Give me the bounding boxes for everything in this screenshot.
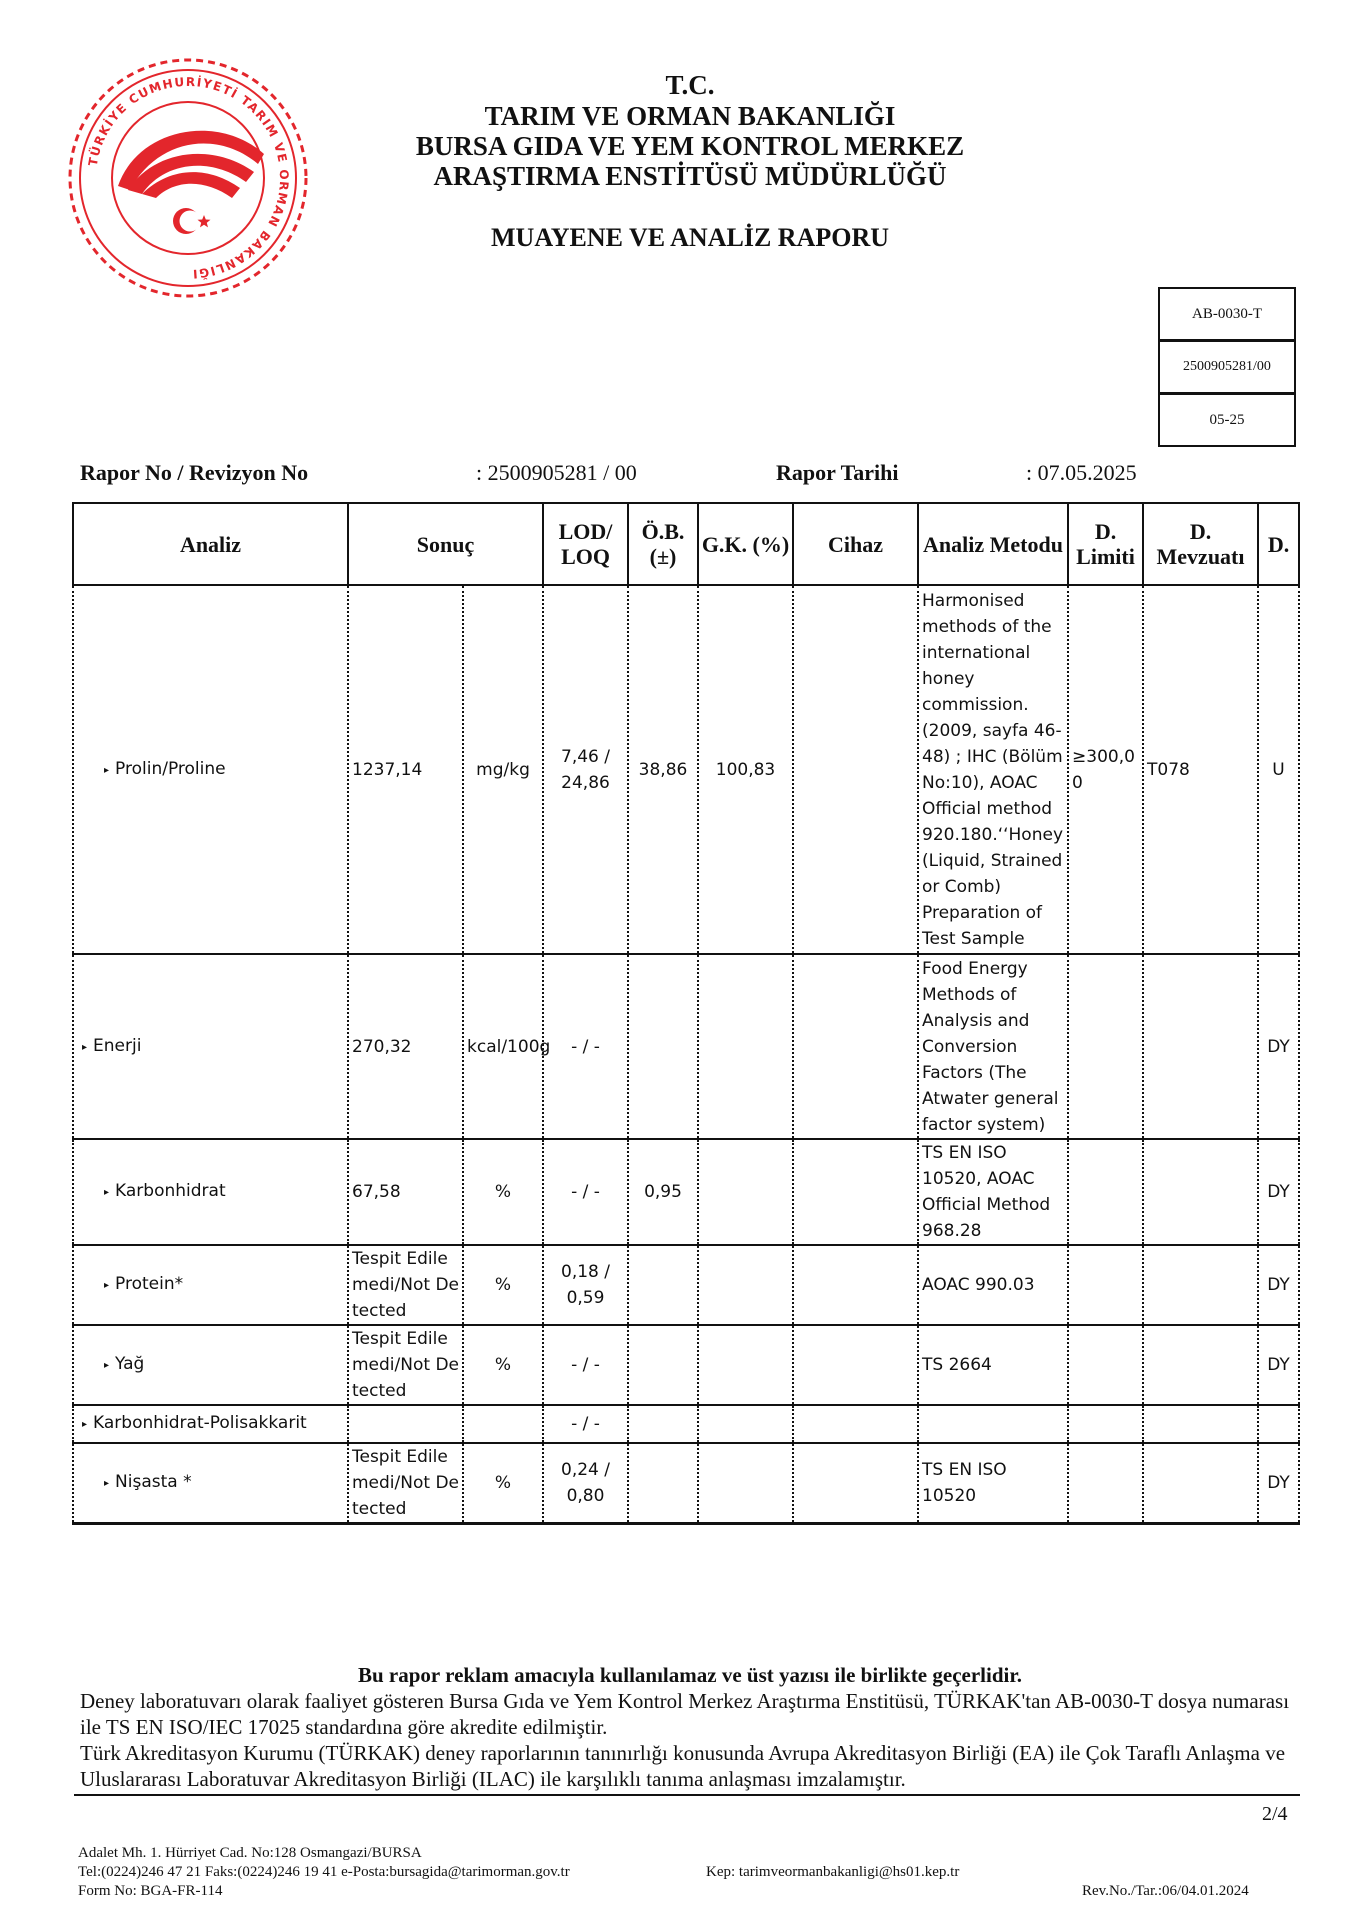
row-d: DY bbox=[1258, 1325, 1299, 1405]
row-dmevzuat bbox=[1143, 1405, 1258, 1443]
table-row bbox=[73, 954, 1299, 1139]
row-sonuc: 67,58 bbox=[348, 1139, 463, 1245]
row-birim: % bbox=[463, 1245, 543, 1325]
row-gk bbox=[698, 1325, 793, 1405]
footer-revision: Rev.No./Tar.:06/04.01.2024 bbox=[1082, 1883, 1249, 1899]
row-lod: - / - bbox=[543, 1405, 628, 1443]
row-dlimit bbox=[1068, 1405, 1143, 1443]
row-dmevzuat: T078 bbox=[1143, 585, 1258, 954]
row-cihaz bbox=[793, 585, 918, 954]
row-gk bbox=[698, 1139, 793, 1245]
results-table bbox=[72, 502, 1300, 1525]
accreditation-number: 2500905281/00 bbox=[1158, 340, 1296, 394]
report-title: MUAYENE VE ANALİZ RAPORU bbox=[491, 223, 889, 252]
svg-text:TÜRKİYE CUMHURİYETİ TARIM VE O: TÜRKİYE CUMHURİYETİ TARIM VE ORMAN BAKANLIĞI bbox=[85, 74, 292, 281]
row-lod: 0,18 / 0,59 bbox=[543, 1245, 628, 1325]
row-analiz: ▸ Prolin/Proline bbox=[73, 585, 348, 954]
row-birim: % bbox=[463, 1443, 543, 1524]
row-analiz: ▸ Enerji bbox=[73, 954, 348, 1139]
col-d: D. bbox=[1258, 503, 1299, 585]
row-analiz: ▸ Yağ bbox=[73, 1325, 348, 1405]
table-row bbox=[73, 585, 1299, 954]
row-dmevzuat bbox=[1143, 954, 1258, 1139]
row-sonuc: 1237,14 bbox=[348, 585, 463, 954]
report-no-value: : 2500905281 / 00 bbox=[476, 460, 637, 485]
row-dlimit bbox=[1068, 1245, 1143, 1325]
table-row bbox=[73, 1325, 1299, 1405]
col-dmevzuat: D. Mevzuatı bbox=[1143, 503, 1258, 585]
footer-notice: Bu rapor reklam amacıyla kullanılamaz ve üst yazısı ile birlikte geçerlidir. bbox=[358, 1663, 1022, 1687]
footer-turkak-text: Türk Akreditasyon Kurumu (TÜRKAK) deney raporlarının tanınırlığı konusunda Avrupa Akreditasyon Birliği (EA) ile Çok Taraflı Anlaşma ve Uluslararası Laboratuvar Akreditasyon Birliği (ILAC) ile karşılıklı tanıma anlaşması imzalamıştır. bbox=[80, 1741, 1286, 1791]
row-dlimit: ≥300,0 0 bbox=[1068, 585, 1143, 954]
row-sonuc: Tespit Edilemedi/Not Detected bbox=[348, 1443, 463, 1524]
row-analiz: ▸ Karbonhidrat-Polisakkarit bbox=[73, 1405, 348, 1443]
col-analiz: Analiz bbox=[73, 503, 348, 585]
row-ob bbox=[628, 1443, 698, 1524]
row-d: DY bbox=[1258, 954, 1299, 1139]
row-ob: 38,86 bbox=[628, 585, 698, 954]
row-ob bbox=[628, 954, 698, 1139]
row-gk bbox=[698, 1405, 793, 1443]
header-tc: T.C. bbox=[665, 70, 715, 100]
footer-contact: Tel:(0224)246 47 21 Faks:(0224)246 19 41 e-Posta:bursagida@tarimorman.gov.tr bbox=[78, 1864, 570, 1880]
page-number: 2/4 bbox=[1262, 1803, 1288, 1825]
report-date-value: : 07.05.2025 bbox=[1026, 460, 1137, 485]
report-date-label: Rapor Tarihi bbox=[776, 460, 899, 485]
row-d bbox=[1258, 1405, 1299, 1443]
row-dmevzuat bbox=[1143, 1139, 1258, 1245]
row-dlimit bbox=[1068, 1325, 1143, 1405]
row-dmevzuat bbox=[1143, 1325, 1258, 1405]
row-metod: TS EN ISO 10520, AOAC Official Method 968.28 bbox=[918, 1139, 1068, 1245]
row-cihaz bbox=[793, 1325, 918, 1405]
table-row bbox=[73, 1139, 1299, 1245]
row-birim bbox=[463, 1405, 543, 1443]
row-metod: TS 2664 bbox=[918, 1325, 1068, 1405]
row-lod: - / - bbox=[543, 1139, 628, 1245]
accreditation-code: AB-0030-T bbox=[1158, 287, 1296, 341]
row-d: DY bbox=[1258, 1443, 1299, 1524]
row-metod: Food Energy Methods of Analysis and Conversion Factors (The Atwater general factor system) bbox=[918, 954, 1068, 1139]
header-institute-1: BURSA GIDA VE YEM KONTROL MERKEZ bbox=[415, 131, 965, 161]
table-row bbox=[73, 1245, 1299, 1325]
ministry-logo bbox=[68, 58, 308, 298]
row-dmevzuat bbox=[1143, 1443, 1258, 1524]
row-sonuc bbox=[348, 1405, 463, 1443]
header-ministry: TARIM VE ORMAN BAKANLIĞI bbox=[484, 101, 896, 131]
row-analiz: ▸ Nişasta * bbox=[73, 1443, 348, 1524]
col-lod: LOD/ LOQ bbox=[543, 503, 628, 585]
row-cihaz bbox=[793, 1443, 918, 1524]
row-cihaz bbox=[793, 954, 918, 1139]
row-gk bbox=[698, 1245, 793, 1325]
row-sonuc: Tespit Edilemedi/Not Detected bbox=[348, 1325, 463, 1405]
row-lod: - / - bbox=[543, 954, 628, 1139]
row-dlimit bbox=[1068, 1443, 1143, 1524]
report-no-label: Rapor No / Revizyon No bbox=[80, 460, 309, 485]
table-row bbox=[73, 1443, 1299, 1524]
footer-form-no: Form No: BGA-FR-114 bbox=[78, 1883, 223, 1899]
row-birim: % bbox=[463, 1325, 543, 1405]
footer-divider bbox=[74, 1794, 1300, 1796]
row-dlimit bbox=[1068, 954, 1143, 1139]
footer-accreditation-text: Deney laboratuvarı olarak faaliyet gösteren Bursa Gıda ve Yem Kontrol Merkez Araştırma Enstitüsü, TÜRKAK'tan AB-0030-T dosya numarası ile TS EN ISO/IEC 17025 standardına göre akredite edilmiştir. bbox=[80, 1689, 1290, 1739]
row-sonuc: Tespit Edilemedi/Not Detected bbox=[348, 1245, 463, 1325]
footer-kep: Kep: tarimveormanbakanligi@hs01.kep.tr bbox=[706, 1864, 960, 1880]
col-metod: Analiz Metodu bbox=[918, 503, 1068, 585]
row-cihaz bbox=[793, 1245, 918, 1325]
row-analiz: ▸ Protein* bbox=[73, 1245, 348, 1325]
row-d: U bbox=[1258, 585, 1299, 954]
row-lod: 7,46 / 24,86 bbox=[543, 585, 628, 954]
row-metod: Harmonised methods of the international honey commission. (2009, sayfa 46-48) ; IHC (Bölüm No:10), AOAC Official method 920.180.‘‘Honey (Liquid, Strained or Comb) Preparation of Test Sample bbox=[918, 585, 1068, 954]
row-d: DY bbox=[1258, 1139, 1299, 1245]
col-gk: G.K. (%) bbox=[698, 503, 793, 585]
row-birim: mg/kg bbox=[463, 585, 543, 954]
row-gk: 100,83 bbox=[698, 585, 793, 954]
header-institute-2: ARAŞTIRMA ENSTİTÜSÜ MÜDÜRLÜĞÜ bbox=[433, 161, 947, 191]
row-lod: 0,24 / 0,80 bbox=[543, 1443, 628, 1524]
col-dlimit: D. Limiti bbox=[1068, 503, 1143, 585]
row-d: DY bbox=[1258, 1245, 1299, 1325]
row-metod: AOAC 990.03 bbox=[918, 1245, 1068, 1325]
table-header-row bbox=[73, 503, 1299, 585]
footer-address: Adalet Mh. 1. Hürriyet Cad. No:128 Osmangazi/BURSA bbox=[78, 1845, 422, 1861]
row-ob: 0,95 bbox=[628, 1139, 698, 1245]
row-ob bbox=[628, 1325, 698, 1405]
row-metod: TS EN ISO 10520 bbox=[918, 1443, 1068, 1524]
row-birim: % bbox=[463, 1139, 543, 1245]
row-dmevzuat bbox=[1143, 1245, 1258, 1325]
col-sonuc: Sonuç bbox=[348, 503, 543, 585]
row-analiz: ▸ Karbonhidrat bbox=[73, 1139, 348, 1245]
col-ob: Ö.B. (±) bbox=[628, 503, 698, 585]
row-ob bbox=[628, 1405, 698, 1443]
table-row bbox=[73, 1405, 1299, 1443]
row-ob bbox=[628, 1245, 698, 1325]
row-gk bbox=[698, 954, 793, 1139]
row-birim: kcal/100g bbox=[463, 954, 543, 1139]
row-lod: - / - bbox=[543, 1325, 628, 1405]
col-cihaz: Cihaz bbox=[793, 503, 918, 585]
row-metod bbox=[918, 1405, 1068, 1443]
row-cihaz bbox=[793, 1139, 918, 1245]
row-cihaz bbox=[793, 1405, 918, 1443]
row-gk bbox=[698, 1443, 793, 1524]
row-sonuc: 270,32 bbox=[348, 954, 463, 1139]
accreditation-date: 05-25 bbox=[1158, 393, 1296, 447]
row-dlimit bbox=[1068, 1139, 1143, 1245]
